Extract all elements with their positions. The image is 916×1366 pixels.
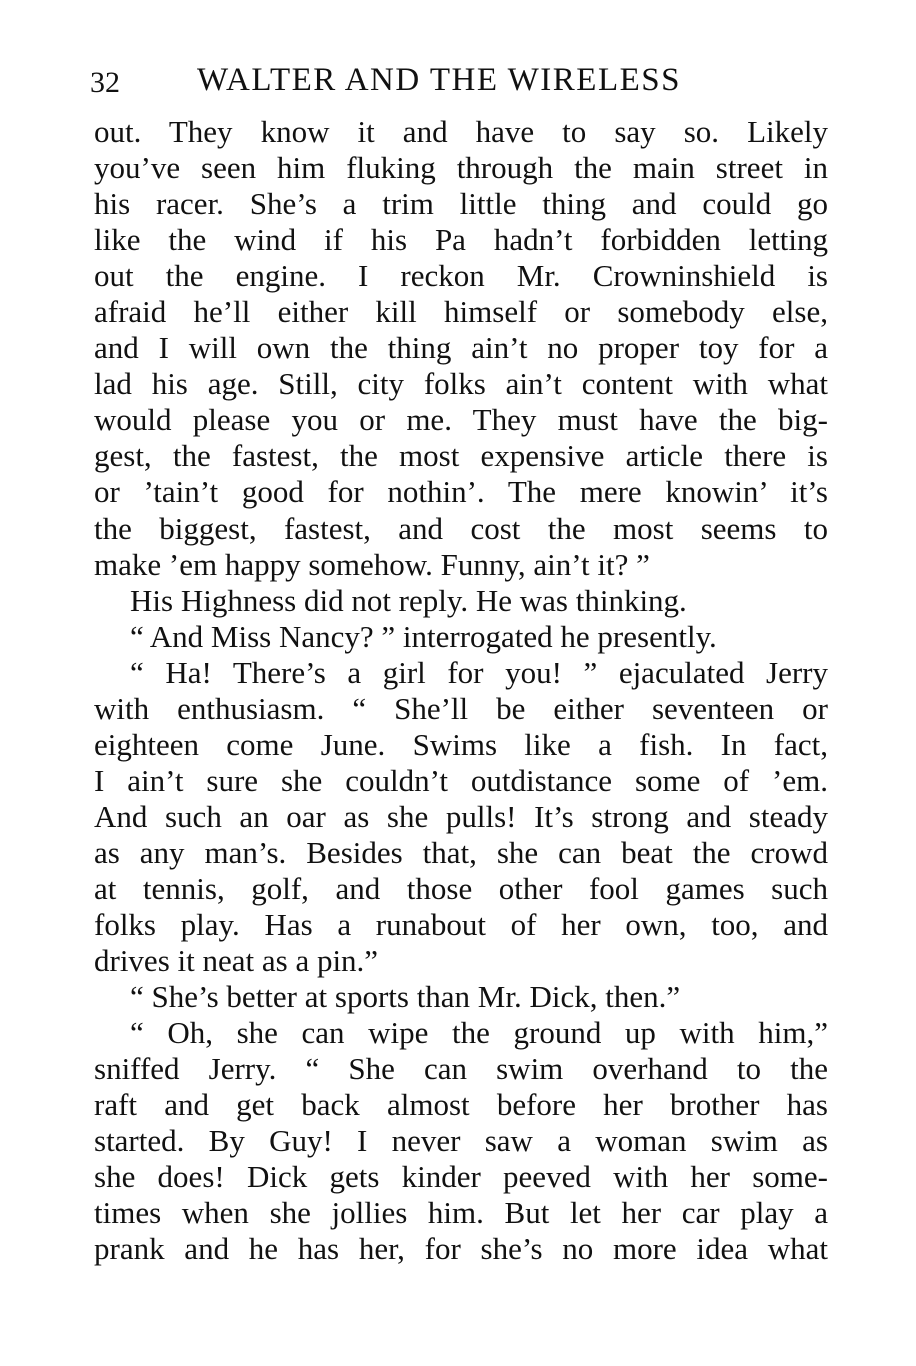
text-line: folks play. Has a runabout of her own, too, and <box>94 907 828 943</box>
text-line: “ And Miss Nancy? ” interrogated he presently. <box>130 618 717 654</box>
text-line: “ She’s better at sports than Mr. Dick, then.” <box>130 979 681 1015</box>
text-line: lad his age. Still, city folks ain’t content with what <box>94 366 828 402</box>
text-line: afraid he’ll either kill himself or somebody else, <box>94 294 828 330</box>
body-text <box>94 114 828 1268</box>
text-line: And such an oar as she pulls! It’s strong and steady <box>94 798 828 834</box>
text-line: sniffed Jerry. “ She can swim overhand to the <box>94 1051 828 1087</box>
text-line: times when she jollies him. But let her car play a <box>94 1195 828 1231</box>
text-line: and I will own the thing ain’t no proper toy for a <box>94 330 828 366</box>
text-line: eighteen come June. Swims like a fish. In fact, <box>94 726 828 762</box>
text-line: His Highness did not reply. He was thinking. <box>130 582 687 618</box>
text-line: gest, the fastest, the most expensive article there is <box>94 438 828 474</box>
text-line: started. By Guy! I never saw a woman swim as <box>94 1123 828 1159</box>
page-number: 32 <box>90 66 120 99</box>
text-line: as any man’s. Besides that, she can beat the crowd <box>94 834 828 870</box>
text-line: or ’tain’t good for nothin’. The mere knowin’ it’s <box>94 474 828 510</box>
text-line: raft and get back almost before her brother has <box>94 1087 828 1123</box>
text-line: at tennis, golf, and those other fool games such <box>94 870 828 906</box>
text-line: out. They know it and have to say so. Likely <box>94 114 828 149</box>
text-line: the biggest, fastest, and cost the most seems to <box>94 510 828 546</box>
text-line: prank and he has her, for she’s no more idea what <box>94 1231 828 1267</box>
text-line: make ’em happy somehow. Funny, ain’t it? ” <box>94 546 650 582</box>
text-line: “ Oh, she can wipe the ground up with him,” <box>130 1015 828 1051</box>
text-line: I ain’t sure she couldn’t outdistance some of ’em. <box>94 762 828 798</box>
text-line: his racer. She’s a trim little thing and could go <box>94 186 828 222</box>
running-header <box>90 60 830 100</box>
text-line: “ Ha! There’s a girl for you! ” ejaculated Jerry <box>130 654 828 690</box>
text-line: with enthusiasm. “ She’ll be either seventeen or <box>94 690 828 726</box>
text-line: out the engine. I reckon Mr. Crowninshield is <box>94 258 828 294</box>
text-line: she does! Dick gets kinder peeved with her some- <box>94 1159 828 1195</box>
text-line: you’ve seen him fluking through the main street in <box>94 150 828 186</box>
running-title: WALTER AND THE WIRELESS <box>197 62 681 98</box>
text-line: like the wind if his Pa hadn’t forbidden letting <box>94 222 828 258</box>
text-line: would please you or me. They must have the big- <box>94 402 828 438</box>
text-line: drives it neat as a pin.” <box>94 943 379 979</box>
